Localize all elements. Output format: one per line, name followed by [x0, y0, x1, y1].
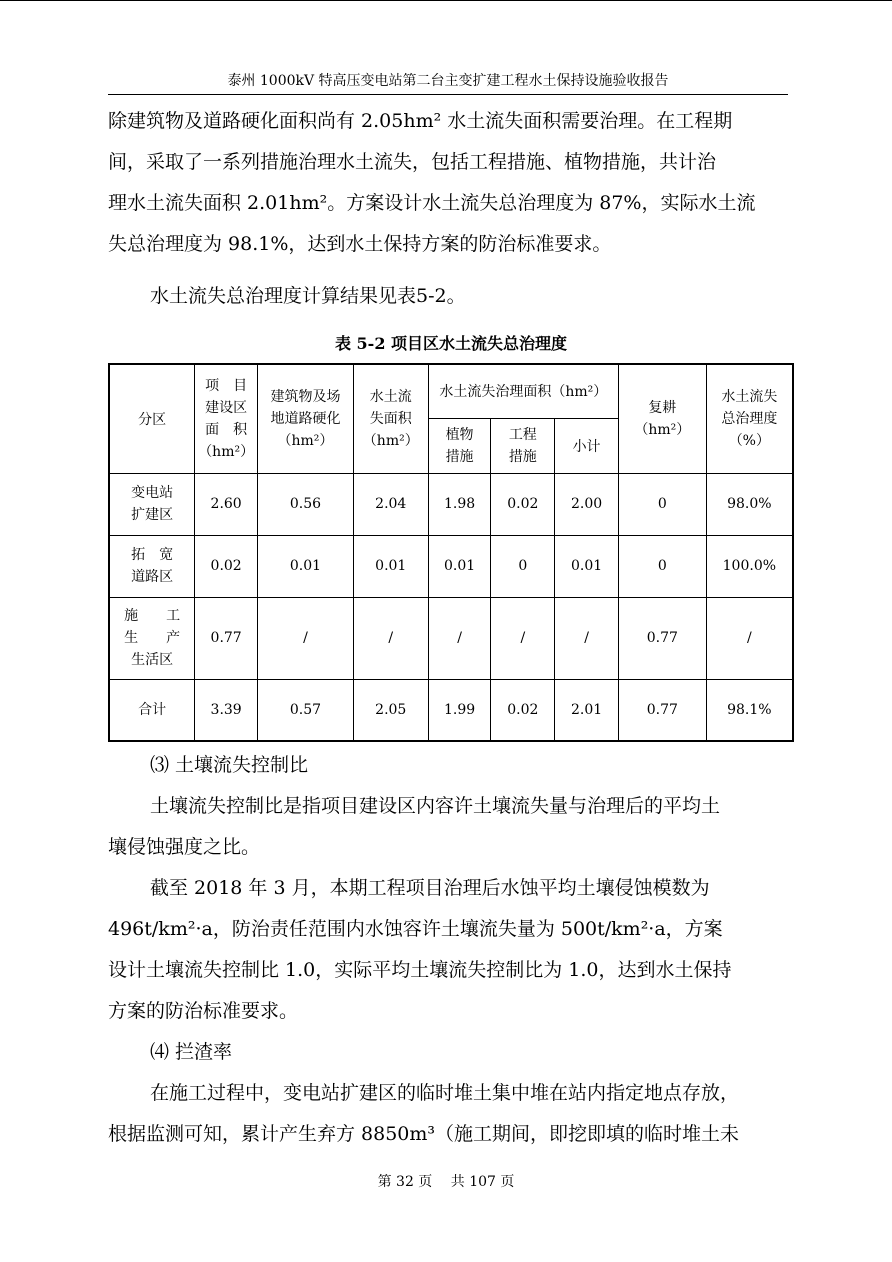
table-cell: / — [258, 597, 354, 679]
header-zone: 分区 — [109, 364, 195, 473]
table-cell: 2.60 — [195, 473, 258, 535]
table-cell: 0 — [491, 535, 555, 597]
section-4-title: ⑷ 拦渣率 — [150, 1041, 233, 1063]
header-loss-area: 水土流 失面积 （hm²） — [353, 364, 428, 473]
table-cell: 2.00 — [555, 473, 619, 535]
paragraph-line: 理水土流失面积 2.01hm²。方案设计水土流失总治理度为 87%，实际水土流 — [108, 192, 756, 214]
row-zone-name: 变电站 扩建区 — [109, 473, 195, 535]
table-cell: / — [428, 597, 491, 679]
table-cell: 0.01 — [555, 535, 619, 597]
row-zone-name: 施 工 生 产 生活区 — [109, 597, 195, 679]
table-cell: 98.1% — [706, 679, 793, 741]
table-cell: 0.77 — [195, 597, 258, 679]
header-subtotal: 小计 — [555, 418, 619, 473]
table-cell: 3.39 — [195, 679, 258, 741]
table-cell: / — [706, 597, 793, 679]
top-border — [0, 0, 892, 1]
table-cell: 0.02 — [491, 679, 555, 741]
intro-line: 水土流失总治理度计算结果见表5-2。 — [150, 285, 466, 307]
table-cell: 0.02 — [491, 473, 555, 535]
table-cell: 2.04 — [353, 473, 428, 535]
section-3-title: ⑶ 土壤流失控制比 — [150, 754, 309, 776]
row-zone-name: 合计 — [109, 679, 195, 741]
paragraph-line: 土壤流失控制比是指项目建设区内容许土壤流失量与治理后的平均土 — [150, 795, 721, 817]
table-cell: 2.01 — [555, 679, 619, 741]
table-cell: 0.01 — [353, 535, 428, 597]
table-cell: 0.77 — [618, 597, 706, 679]
table-cell: / — [353, 597, 428, 679]
page-header: 泰州 1000kV 特高压变电站第二台主变扩建工程水土保持设施验收报告 — [108, 70, 788, 95]
table-cell: 0.01 — [428, 535, 491, 597]
header-treatment-area: 水土流失治理面积（hm²） — [428, 364, 618, 418]
table-cell: / — [555, 597, 619, 679]
table-cell: 100.0% — [706, 535, 793, 597]
table-cell: 0.02 — [195, 535, 258, 597]
table-cell: / — [491, 597, 555, 679]
table-cell: 0.57 — [258, 679, 354, 741]
table-cell: 2.05 — [353, 679, 428, 741]
table-cell: 1.98 — [428, 473, 491, 535]
table-row — [109, 679, 793, 741]
table-caption: 表 5-2 项目区水土流失总治理度 — [334, 334, 568, 353]
erosion-treatment-table — [108, 363, 794, 742]
paragraph-line: 失总治理度为 98.1%，达到水土保持方案的防治标准要求。 — [108, 233, 612, 255]
paragraph-line: 除建筑物及道路硬化面积尚有 2.05hm² 水土流失面积需要治理。在工程期 — [108, 110, 733, 132]
header-plant-measures: 植物 措施 — [428, 418, 491, 473]
header-engineering-measures: 工程 措施 — [491, 418, 555, 473]
table-row — [109, 597, 793, 679]
paragraph-line: 方案的防治标准要求。 — [108, 1000, 299, 1022]
header-treatment-degree: 水土流失 总治理度 （%） — [706, 364, 793, 473]
table-cell: 0.01 — [258, 535, 354, 597]
paragraph-line: 根据监测可知，累计产生弃方 8850m³（施工期间，即挖即填的临时堆土未 — [108, 1123, 740, 1145]
paragraph-line: 间，采取了一系列措施治理水土流失，包括工程措施、植物措施，共计治 — [108, 151, 717, 173]
paragraph-line: 设计土壤流失控制比 1.0，实际平均土壤流失控制比为 1.0，达到水土保持 — [108, 959, 732, 981]
header-project-area: 项 目 建设区 面 积 （hm²） — [195, 364, 258, 473]
table-cell: 0 — [618, 473, 706, 535]
table-row — [109, 535, 793, 597]
table-cell: 98.0% — [706, 473, 793, 535]
paragraph-line: 496t/km²·a，防治责任范围内水蚀容许土壤流失量为 500t/km²·a，方案 — [108, 918, 723, 940]
header-reclamation: 复耕 （hm²） — [618, 364, 706, 473]
paragraph-line: 截至 2018 年 3 月，本期工程项目治理后水蚀平均土壤侵蚀模数为 — [150, 877, 710, 899]
header-hardened-area: 建筑物及场 地道路硬化 （hm²） — [258, 364, 354, 473]
table-cell: 0.77 — [618, 679, 706, 741]
row-zone-name: 拓 宽 道路区 — [109, 535, 195, 597]
page-footer: 第 32 页 共 107 页 — [377, 1174, 515, 1190]
table-cell: 0.56 — [258, 473, 354, 535]
paragraph-line: 壤侵蚀强度之比。 — [108, 836, 261, 858]
table-row — [109, 473, 793, 535]
table-cell: 0 — [618, 535, 706, 597]
table-cell: 1.99 — [428, 679, 491, 741]
paragraph-line: 在施工过程中，变电站扩建区的临时堆土集中堆在站内指定地点存放， — [150, 1082, 740, 1104]
